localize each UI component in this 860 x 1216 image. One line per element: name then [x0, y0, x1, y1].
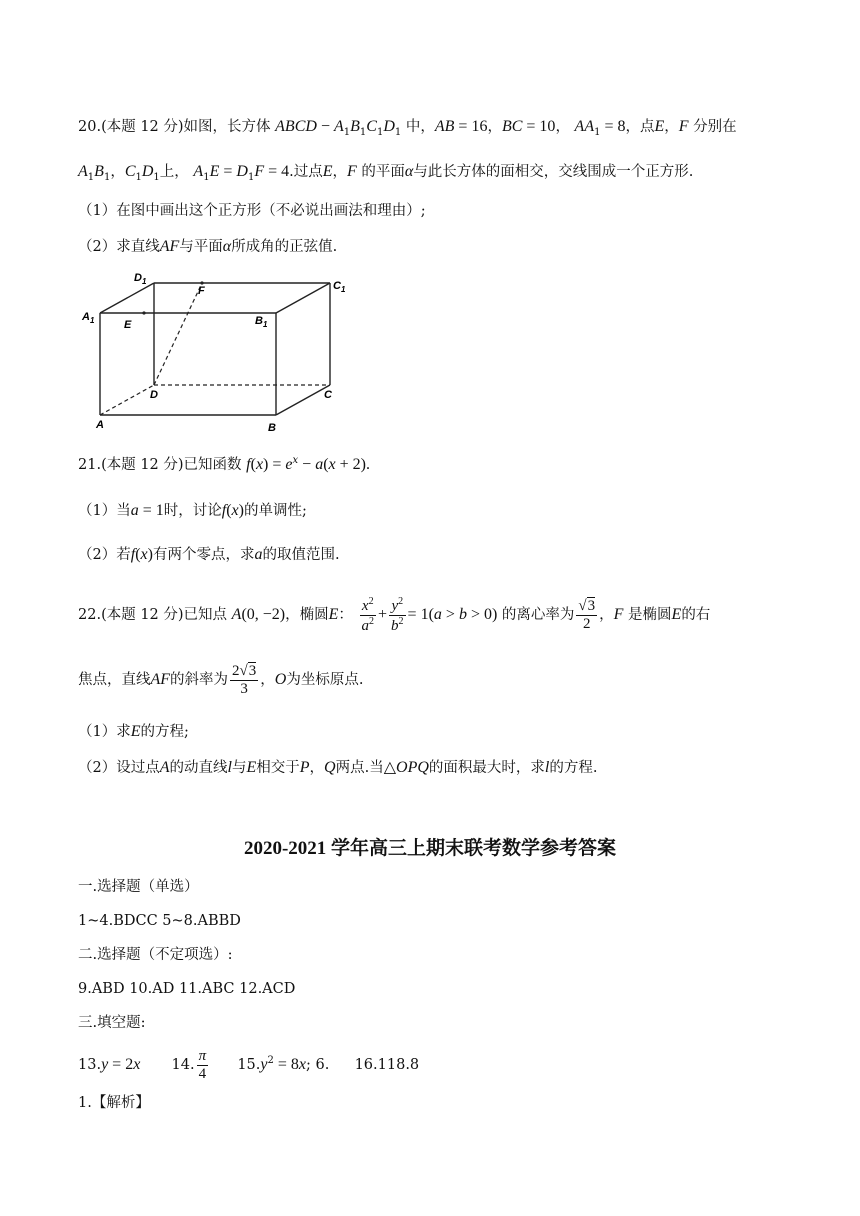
- label-E: E: [124, 319, 132, 331]
- label-A1: $A_1$: [82, 311, 95, 325]
- label-C1: $C_1$: [333, 280, 346, 294]
- label-F: F: [198, 285, 205, 297]
- label-D1: $D_1$: [134, 272, 147, 286]
- section-3-heading: 三.填空题:: [78, 1015, 146, 1031]
- q22-line-2: 焦点，直线AF的斜率为 $\frac{2√3}{3}$ ，O为坐标原点.: [78, 663, 364, 697]
- q20-part-1: （1）在图中画出这个正方形（不必说出画法和理由）;: [78, 203, 426, 219]
- q21-line-1: 21.(本题 12 分)已知函数 $f(x) = e^x - a(x + 2)$.: [78, 455, 370, 473]
- label-A: A: [96, 419, 104, 431]
- q22-line-1: 22.(本题 12 分)已知点 A(0, −2)，椭圆E： $\frac{x^2}{a^2}$ + $\frac{y^2}{b^2}$ = 1(a > b > 0) 的离心率为 $\frac{√3}{2}$ ，F 是椭圆E的右: [78, 596, 711, 634]
- cuboid-figure: [78, 270, 368, 440]
- q21-part-2: （2）若f(x)有两个零点，求a的取值范围.: [78, 546, 340, 563]
- answers-13-16: 13.y = 2x 14. $\frac{\pi}{4}$ $15.y^2 = 8x$; 6. 16.118.8: [78, 1048, 420, 1082]
- section-2-heading: 二.选择题（不定项选）:: [78, 947, 233, 963]
- q21-part-1: （1）当a = 1时，讨论f(x)的单调性;: [78, 502, 307, 519]
- q22-part-1: （1）求E的方程;: [78, 723, 189, 740]
- label-C: C: [324, 389, 332, 401]
- label-D: D: [150, 389, 158, 401]
- q20-line-2: $A_1B_1$，$C_1D_1$上， $A_1E = D_1F = 4$.过点E，F 的平面α与此长方体的面相交，交线围成一个正方形.: [78, 163, 694, 183]
- q22-part-2: （2）设过点A的动直线l与E相交于P，Q两点.当△OPQ的面积最大时，求l的方程.: [78, 759, 598, 776]
- section-1-heading: 一.选择题（单选）: [78, 879, 199, 895]
- q20-part-2: （2）求直线AF与平面α所成角的正弦值.: [78, 238, 338, 255]
- q20-line-1: 20.(本题 12 分)如图，长方体 ABCD − $A_1B_1C_1D_1$ 中，AB = 16，BC = 10， $AA_1 = 8$，点E，F 分别在: [78, 118, 737, 138]
- solution-1-heading: 1.【解析】: [78, 1095, 150, 1111]
- label-B1: $B_1$: [255, 315, 268, 329]
- answers-1-8: 1~4.BDCC 5~8.ABBD: [78, 913, 241, 929]
- answers-9-12: 9.ABD 10.AD 11.ABC 12.ACD: [78, 981, 296, 997]
- answers-title: 2020-2021 学年高三上期末联考数学参考答案: [243, 838, 617, 859]
- label-B: B: [268, 422, 276, 434]
